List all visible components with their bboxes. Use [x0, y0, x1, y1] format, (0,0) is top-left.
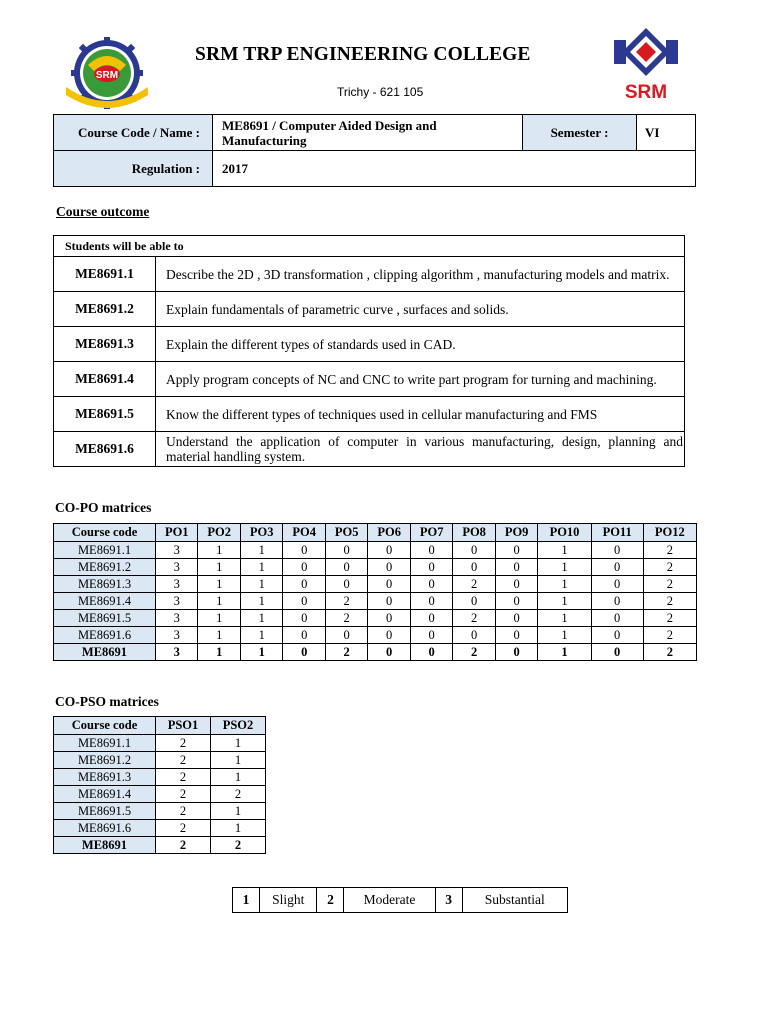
course-outcome-title: Course outcome [56, 204, 150, 219]
matrix-value-cell: 1 [198, 644, 240, 661]
matrix-value-cell: 2 [325, 644, 367, 661]
matrix-value-cell: 1 [198, 576, 240, 593]
matrix-value-cell: 2 [643, 593, 696, 610]
matrix-value-cell: 0 [495, 559, 537, 576]
course-outcome-table [53, 235, 685, 467]
outcome-text: Apply program concepts of NC and CNC to write part program for turning and machining. [156, 362, 685, 397]
copo-header-row [54, 524, 697, 542]
table-row [54, 257, 685, 292]
college-address: Trichy - 621 105 [337, 85, 424, 99]
svg-text:SRM: SRM [95, 70, 119, 81]
matrix-value-cell: 2 [325, 610, 367, 627]
copo-body [54, 542, 697, 661]
copo-header-cell: PO12 [643, 524, 696, 542]
matrix-value-cell: 0 [283, 610, 325, 627]
matrix-value-cell: 1 [198, 559, 240, 576]
matrix-value-cell: 1 [538, 627, 591, 644]
matrix-value-cell: 0 [591, 610, 643, 627]
course-info-table [53, 114, 696, 187]
matrix-value-cell: 1 [211, 735, 266, 752]
matrix-value-cell: 0 [368, 576, 410, 593]
matrix-value-cell: 2 [453, 610, 495, 627]
matrix-value-cell: 0 [410, 644, 452, 661]
matrix-value-cell: 3 [156, 627, 198, 644]
copso-header-row [54, 717, 266, 735]
matrix-value-cell: 0 [410, 542, 452, 559]
course-code-cell: ME8691.2 [54, 559, 156, 576]
matrix-value-cell: 0 [283, 644, 325, 661]
matrix-value-cell: 1 [538, 593, 591, 610]
matrix-value-cell: 1 [211, 820, 266, 837]
copo-matrix-table [53, 523, 697, 661]
svg-text:SRM: SRM [624, 82, 668, 102]
matrix-value-cell: 0 [453, 593, 495, 610]
outcome-text: Know the different types of techniques used in cellular manufacturing and FMS [156, 397, 685, 432]
matrix-value-cell: 3 [156, 610, 198, 627]
matrix-value-cell: 0 [591, 627, 643, 644]
matrix-value-cell: 2 [453, 644, 495, 661]
copo-header-cell: Course code [54, 524, 156, 542]
outcome-text: Understand the application of computer in various manufacturing, design, planning and material handling system. [156, 432, 685, 467]
matrix-value-cell: 0 [368, 610, 410, 627]
copo-header-cell: PO8 [453, 524, 495, 542]
matrix-value-cell: 2 [325, 593, 367, 610]
matrix-value-cell: 1 [240, 576, 282, 593]
matrix-value-cell: 0 [453, 559, 495, 576]
matrix-value-cell: 0 [591, 644, 643, 661]
matrix-value-cell: 1 [198, 627, 240, 644]
outcome-code: ME8691.2 [54, 292, 156, 327]
legend-number: 3 [435, 888, 462, 913]
matrix-value-cell: 0 [325, 542, 367, 559]
table-row [54, 769, 266, 786]
table-row [54, 362, 685, 397]
matrix-value-cell: 1 [240, 610, 282, 627]
copo-header-cell: PO5 [325, 524, 367, 542]
matrix-value-cell: 1 [211, 769, 266, 786]
table-row [54, 576, 697, 593]
semester-label: Semester : [523, 115, 637, 151]
matrix-value-cell: 1 [240, 542, 282, 559]
matrix-value-cell: 0 [368, 559, 410, 576]
matrix-value-cell: 0 [591, 542, 643, 559]
copso-matrix-table [53, 716, 266, 854]
outcome-header: Students will be able to [54, 236, 685, 257]
table-row [54, 593, 697, 610]
course-code-cell: ME8691.1 [54, 542, 156, 559]
table-row [54, 397, 685, 432]
matrix-value-cell: 0 [495, 627, 537, 644]
matrix-value-cell: 0 [283, 593, 325, 610]
legend-label: Slight [260, 888, 317, 913]
regulation-value: 2017 [213, 151, 696, 187]
matrix-value-cell: 0 [368, 542, 410, 559]
matrix-value-cell: 2 [643, 542, 696, 559]
table-row [54, 610, 697, 627]
course-code-cell: ME8691.1 [54, 735, 156, 752]
course-code-cell: ME8691 [54, 644, 156, 661]
college-emblem-logo [58, 37, 156, 109]
matrix-value-cell: 1 [198, 593, 240, 610]
copso-header-cell: Course code [54, 717, 156, 735]
course-code-cell: ME8691.5 [54, 803, 156, 820]
outcome-code: ME8691.1 [54, 257, 156, 292]
table-row [54, 432, 685, 467]
matrix-value-cell: 3 [156, 644, 198, 661]
matrix-value-cell: 0 [283, 576, 325, 593]
matrix-value-cell: 0 [325, 559, 367, 576]
copso-title: CO-PSO matrices [55, 694, 159, 709]
outcome-text: Explain the different types of standards used in CAD. [156, 327, 685, 362]
matrix-value-cell: 0 [453, 542, 495, 559]
matrix-value-cell: 0 [325, 627, 367, 644]
matrix-value-cell: 0 [495, 610, 537, 627]
matrix-value-cell: 3 [156, 593, 198, 610]
matrix-value-cell: 1 [198, 542, 240, 559]
matrix-value-cell: 2 [643, 627, 696, 644]
matrix-value-cell: 0 [495, 644, 537, 661]
semester-value: VI [637, 115, 696, 151]
matrix-value-cell: 1 [538, 610, 591, 627]
outcome-code: ME8691.4 [54, 362, 156, 397]
legend-label: Moderate [344, 888, 435, 913]
copo-header-cell: PO1 [156, 524, 198, 542]
matrix-value-cell: 2 [156, 752, 211, 769]
outcome-code: ME8691.3 [54, 327, 156, 362]
matrix-value-cell: 0 [325, 576, 367, 593]
course-code-value: ME8691 / Computer Aided Design and Manufacturing [213, 115, 523, 151]
copso-header-cell: PSO2 [211, 717, 266, 735]
table-row [54, 752, 266, 769]
outcome-text: Describe the 2D , 3D transformation , clipping algorithm , manufacturing models and matrix. [156, 257, 685, 292]
correlation-legend [232, 887, 568, 913]
matrix-value-cell: 2 [156, 837, 211, 854]
matrix-value-cell: 2 [643, 610, 696, 627]
matrix-value-cell: 2 [453, 576, 495, 593]
copo-header-cell: PO11 [591, 524, 643, 542]
matrix-value-cell: 0 [368, 627, 410, 644]
matrix-value-cell: 0 [410, 559, 452, 576]
copso-header-cell: PSO1 [156, 717, 211, 735]
matrix-value-cell: 0 [283, 542, 325, 559]
matrix-value-cell: 0 [410, 627, 452, 644]
matrix-value-cell: 2 [211, 786, 266, 803]
matrix-value-cell: 2 [156, 820, 211, 837]
matrix-value-cell: 0 [495, 593, 537, 610]
matrix-value-cell: 1 [240, 644, 282, 661]
summary-row [54, 644, 697, 661]
table-row [54, 327, 685, 362]
table-row [54, 820, 266, 837]
matrix-value-cell: 2 [156, 786, 211, 803]
matrix-value-cell: 0 [591, 593, 643, 610]
matrix-value-cell: 3 [156, 542, 198, 559]
matrix-value-cell: 2 [643, 576, 696, 593]
copo-title: CO-PO matrices [55, 500, 152, 515]
matrix-value-cell: 0 [368, 644, 410, 661]
course-code-cell: ME8691.3 [54, 769, 156, 786]
matrix-value-cell: 3 [156, 559, 198, 576]
copo-header-cell: PO6 [368, 524, 410, 542]
legend-number: 2 [317, 888, 344, 913]
copo-header-cell: PO4 [283, 524, 325, 542]
matrix-value-cell: 2 [156, 769, 211, 786]
matrix-value-cell: 0 [453, 627, 495, 644]
table-row [54, 292, 685, 327]
matrix-value-cell: 1 [211, 803, 266, 820]
matrix-value-cell: 0 [591, 576, 643, 593]
copo-header-cell: PO9 [495, 524, 537, 542]
course-code-cell: ME8691.6 [54, 820, 156, 837]
matrix-value-cell: 1 [538, 576, 591, 593]
matrix-value-cell: 1 [211, 752, 266, 769]
matrix-value-cell: 2 [211, 837, 266, 854]
matrix-value-cell: 1 [240, 593, 282, 610]
table-row [54, 786, 266, 803]
summary-row [54, 837, 266, 854]
matrix-value-cell: 1 [538, 559, 591, 576]
table-row [54, 542, 697, 559]
copo-header-cell: PO10 [538, 524, 591, 542]
course-code-cell: ME8691.2 [54, 752, 156, 769]
outcome-code: ME8691.5 [54, 397, 156, 432]
course-code-cell: ME8691.6 [54, 627, 156, 644]
matrix-value-cell: 0 [410, 593, 452, 610]
table-row [54, 559, 697, 576]
outcome-code: ME8691.6 [54, 432, 156, 467]
srm-logo [610, 26, 682, 102]
table-row [54, 627, 697, 644]
copso-body [54, 735, 266, 854]
matrix-value-cell: 1 [240, 559, 282, 576]
course-code-cell: ME8691.5 [54, 610, 156, 627]
course-code-cell: ME8691.4 [54, 786, 156, 803]
matrix-value-cell: 3 [156, 576, 198, 593]
matrix-value-cell: 0 [368, 593, 410, 610]
regulation-label: Regulation : [54, 151, 213, 187]
matrix-value-cell: 2 [156, 803, 211, 820]
matrix-value-cell: 0 [283, 627, 325, 644]
course-code-label: Course Code / Name : [54, 115, 213, 151]
matrix-value-cell: 2 [643, 644, 696, 661]
matrix-value-cell: 0 [495, 542, 537, 559]
course-code-cell: ME8691.3 [54, 576, 156, 593]
matrix-value-cell: 2 [643, 559, 696, 576]
matrix-value-cell: 0 [410, 576, 452, 593]
matrix-value-cell: 0 [283, 559, 325, 576]
matrix-value-cell: 1 [538, 542, 591, 559]
college-title: SRM TRP ENGINEERING COLLEGE [195, 44, 531, 65]
outcome-text: Explain fundamentals of parametric curve , surfaces and solids. [156, 292, 685, 327]
matrix-value-cell: 0 [410, 610, 452, 627]
matrix-value-cell: 2 [156, 735, 211, 752]
copo-header-cell: PO7 [410, 524, 452, 542]
matrix-value-cell: 1 [198, 610, 240, 627]
table-row [54, 803, 266, 820]
table-row [54, 735, 266, 752]
matrix-value-cell: 1 [538, 644, 591, 661]
copo-header-cell: PO3 [240, 524, 282, 542]
copo-header-cell: PO2 [198, 524, 240, 542]
srm-diamond-icon [614, 28, 678, 76]
legend-label: Substantial [462, 888, 567, 913]
matrix-value-cell: 1 [240, 627, 282, 644]
course-code-cell: ME8691 [54, 837, 156, 854]
course-code-cell: ME8691.4 [54, 593, 156, 610]
legend-number: 1 [233, 888, 260, 913]
matrix-value-cell: 0 [495, 576, 537, 593]
matrix-value-cell: 0 [591, 559, 643, 576]
